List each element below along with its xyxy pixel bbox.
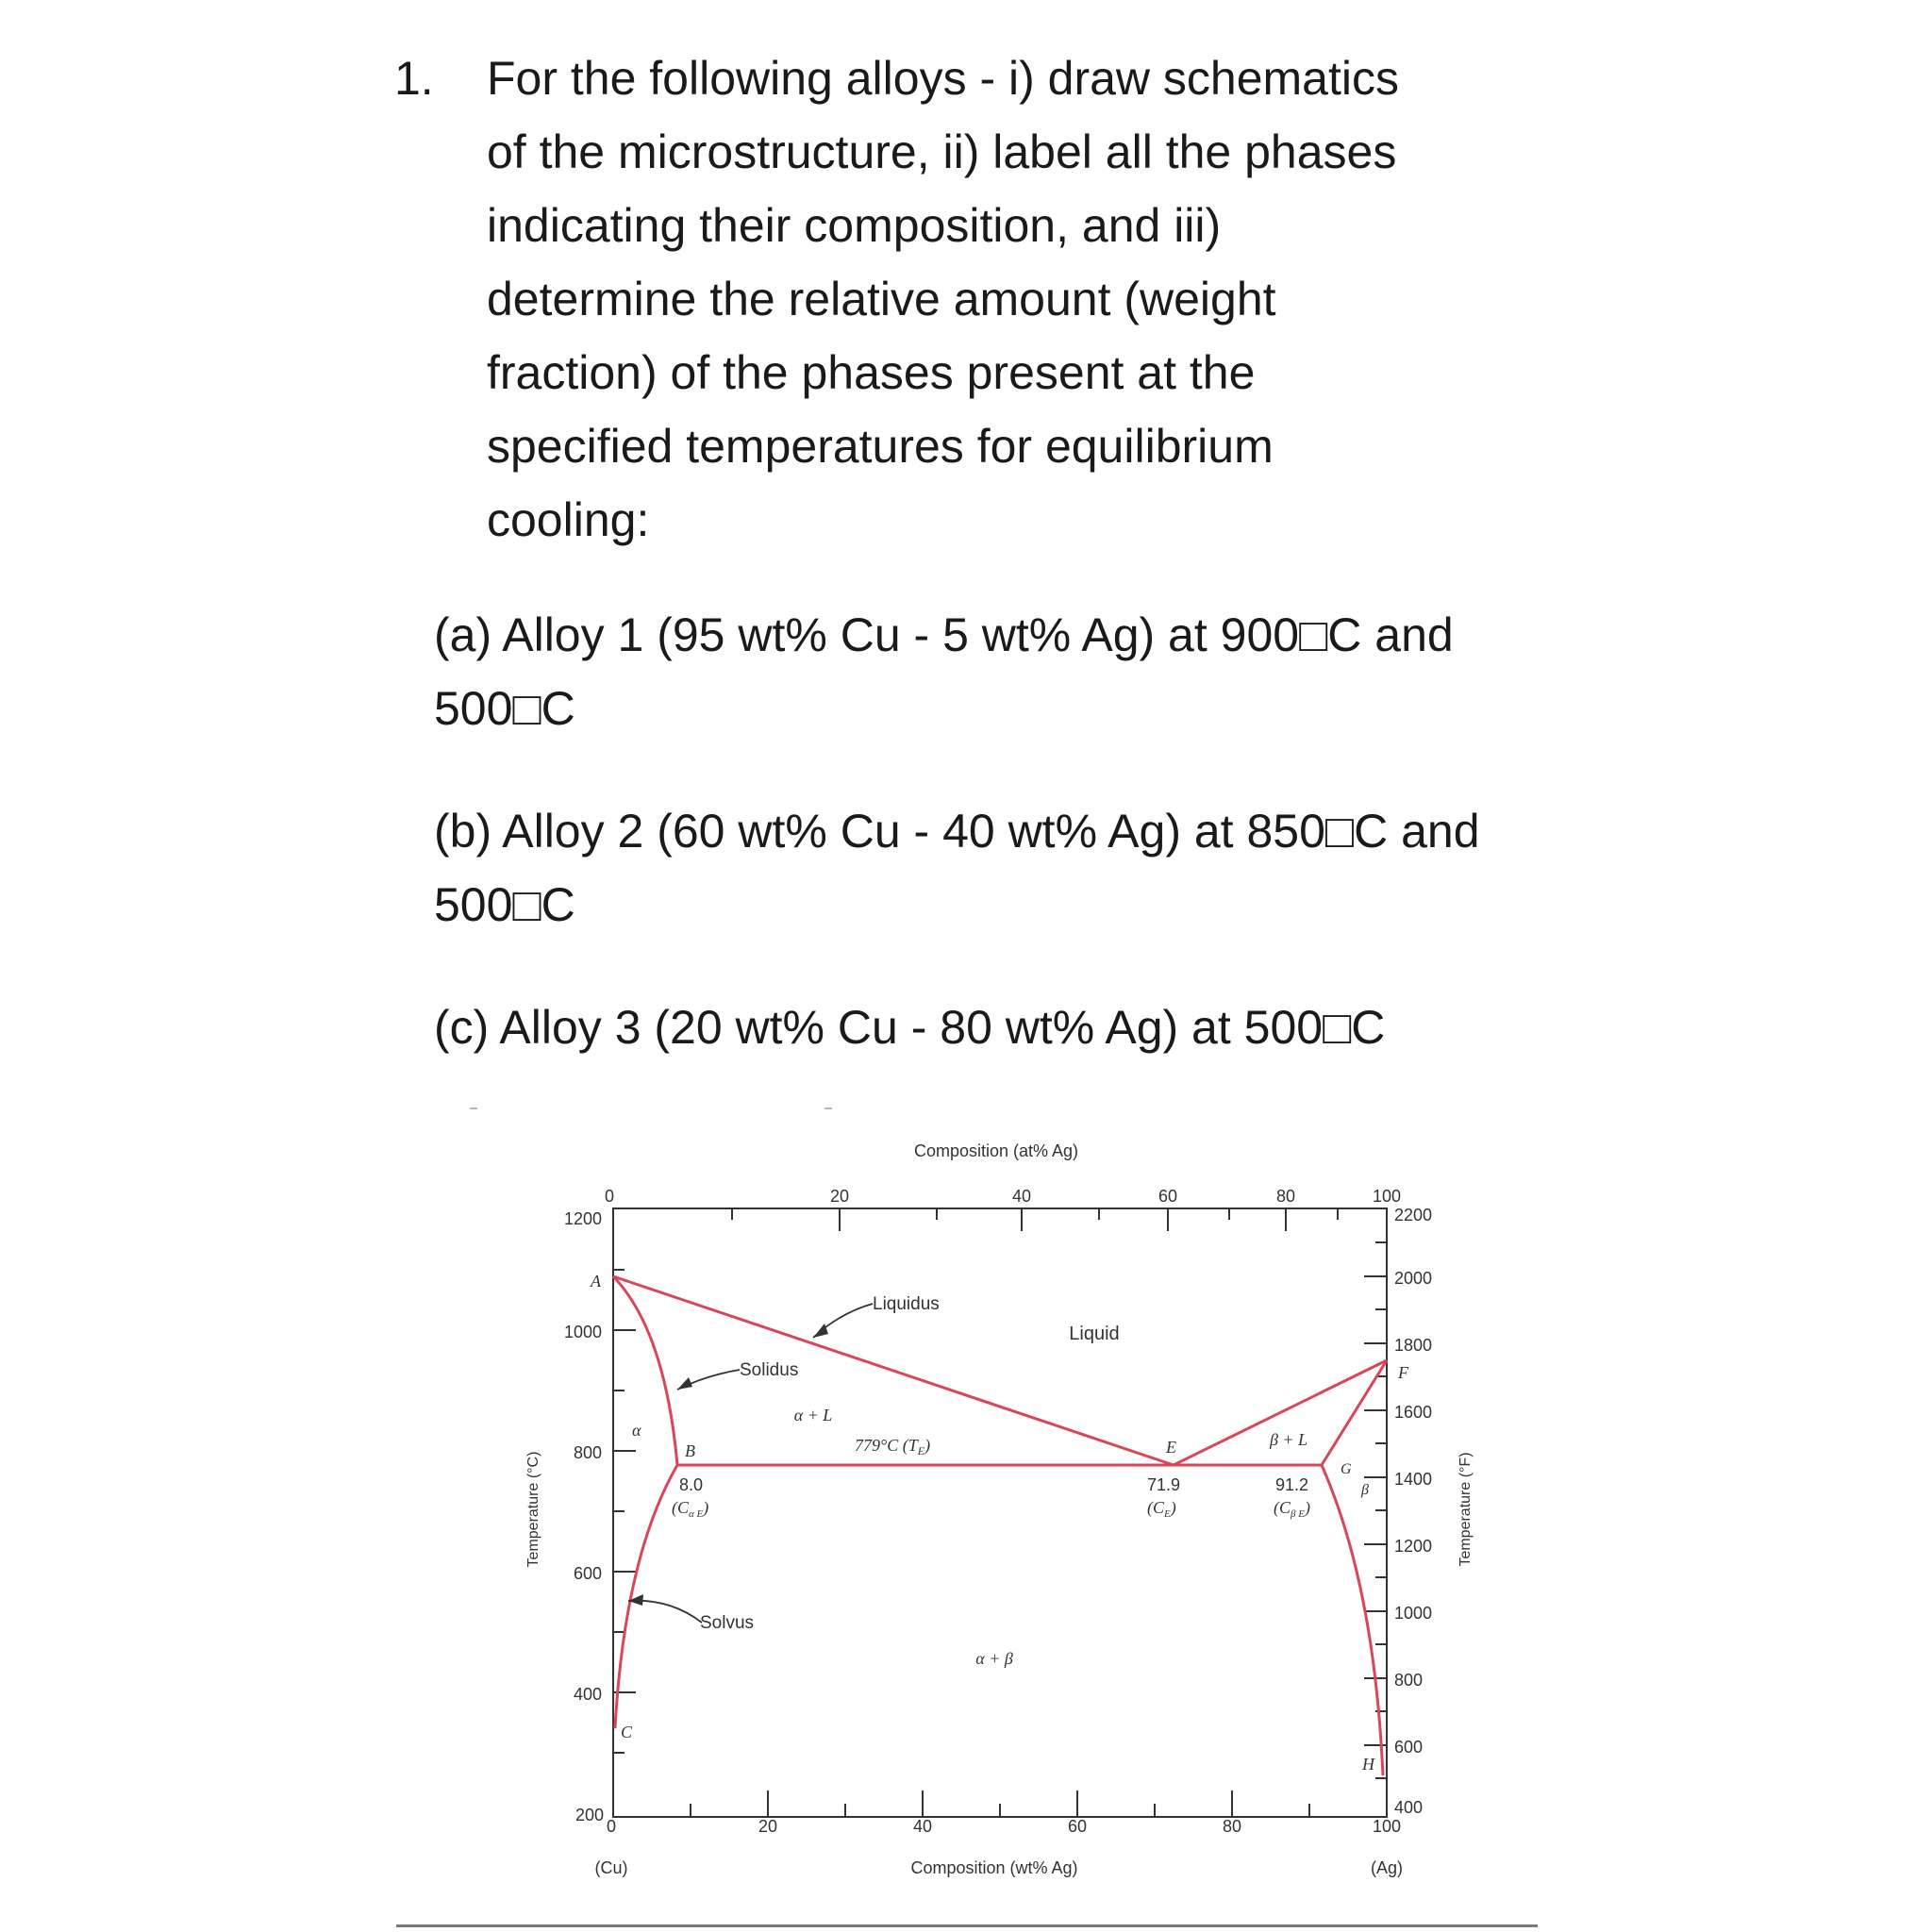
eutectic-temperature-text: 779°C (T — [855, 1436, 918, 1455]
bottom-divider — [396, 1924, 1538, 1927]
eutectic-temperature-label — [855, 1436, 930, 1457]
question-line: indicating their composition, and iii) — [487, 199, 1222, 252]
left-axis-title: Temperature (°C) — [525, 1451, 541, 1568]
question-line: of the microstructure, ii) label all the phases — [487, 125, 1397, 178]
liquidus-label: Liquidus — [873, 1294, 940, 1314]
bottom-tick-label: 100 — [1372, 1817, 1402, 1836]
eutectic-close-paren: ) — [924, 1436, 931, 1455]
top-tick-label: 80 — [1275, 1187, 1296, 1206]
right-tick-label: 1600 — [1394, 1403, 1433, 1422]
left-tick-label: 1200 — [563, 1209, 602, 1228]
phase-boundaries — [613, 1276, 1387, 1775]
silver-end-label: (Ag) — [1370, 1858, 1404, 1877]
top-tick-label: 20 — [829, 1187, 850, 1206]
right-tick-label: 1800 — [1394, 1336, 1433, 1355]
e-symbol-close: ) — [1170, 1498, 1176, 1517]
solvus-label: Solvus — [700, 1613, 755, 1633]
point-g-composition: 91.2 — [1275, 1475, 1309, 1494]
question-line: determine the relative amount (weight — [487, 273, 1276, 325]
g-symbol-text: (C — [1274, 1498, 1291, 1517]
part-b-line-1: (b) Alloy 2 (60 wt% Cu - 40 wt% Ag) at 850□C and — [434, 805, 1480, 858]
bottom-tick-label: 40 — [912, 1817, 933, 1836]
bottom-axis-title: Composition (wt% Ag) — [910, 1858, 1078, 1877]
point-e-symbol — [1147, 1498, 1176, 1520]
right-tick-label: 1000 — [1394, 1604, 1433, 1623]
bottom-tick-label: 80 — [1222, 1817, 1242, 1836]
left-tick-label: 200 — [575, 1806, 604, 1824]
bottom-tick-label: 60 — [1067, 1817, 1088, 1836]
top-tick-label: 100 — [1372, 1187, 1402, 1206]
bottom-tick-label: 20 — [758, 1817, 778, 1836]
solvus-right — [1322, 1465, 1383, 1775]
left-tick-label: 1000 — [563, 1323, 602, 1341]
right-tick-label: 800 — [1394, 1671, 1424, 1690]
point-g-label: G — [1341, 1461, 1352, 1477]
alpha-region-label: α — [632, 1421, 641, 1440]
point-h-label: H — [1362, 1755, 1374, 1774]
point-e-label: E — [1166, 1438, 1176, 1457]
top-tick-label: 0 — [604, 1187, 615, 1206]
point-f-label: F — [1398, 1363, 1408, 1382]
copper-end-label: (Cu) — [594, 1858, 628, 1877]
point-g-symbol — [1274, 1498, 1310, 1520]
left-tick-label: 600 — [573, 1564, 602, 1583]
alpha-beta-region-label: α + β — [975, 1649, 1013, 1668]
beta-liquid-region-label: β + L — [1269, 1430, 1308, 1449]
part-c-line-1: (c) Alloy 3 (20 wt% Cu - 80 wt% Ag) at 500□C — [434, 1001, 1386, 1054]
solvus-left — [615, 1465, 677, 1728]
right-tick-label: 1400 — [1394, 1470, 1433, 1489]
eutectic-subscript: E — [917, 1444, 925, 1457]
question-line: specified temperatures for equilibrium — [487, 420, 1274, 473]
point-b-label: B — [685, 1441, 695, 1460]
e-symbol-text: (C — [1147, 1498, 1164, 1517]
question-line: fraction) of the phases present at the — [487, 346, 1256, 399]
tick-marks — [613, 1208, 1387, 1817]
left-tick-label: 800 — [573, 1443, 602, 1462]
right-tick-label: 1200 — [1394, 1537, 1433, 1556]
question-line: cooling: — [487, 493, 650, 546]
right-tick-label: 600 — [1394, 1738, 1424, 1757]
part-b-line-2: 500□C — [434, 878, 575, 931]
right-axis-title: Temperature (°F) — [1457, 1452, 1474, 1567]
point-b-symbol — [672, 1498, 708, 1520]
solidus-arrowhead — [677, 1377, 692, 1390]
point-a-label: A — [591, 1272, 601, 1291]
left-tick-label: 400 — [573, 1685, 602, 1704]
bottom-tick-label: 0 — [606, 1817, 617, 1836]
right-tick-label: 2200 — [1394, 1206, 1433, 1224]
right-tick-label: 400 — [1394, 1798, 1424, 1817]
solidus-left — [613, 1276, 677, 1465]
part-a-line-2: 500□C — [434, 682, 575, 735]
point-e-composition: 71.9 — [1147, 1475, 1181, 1494]
point-c-label: C — [621, 1723, 633, 1741]
beta-region-label: β — [1361, 1482, 1369, 1498]
liquid-region-label: Liquid — [1069, 1324, 1120, 1344]
question-line: For the following alloys - i) draw schematics — [487, 52, 1399, 105]
part-a-line-1: (a) Alloy 1 (95 wt% Cu - 5 wt% Ag) at 900□C and — [434, 608, 1454, 661]
point-b-composition: 8.0 — [679, 1475, 704, 1494]
e-symbol-subscript: E — [1164, 1508, 1171, 1520]
plot-frame — [613, 1208, 1387, 1817]
top-tick-label: 40 — [1011, 1187, 1032, 1206]
top-tick-label: 60 — [1158, 1187, 1178, 1206]
alpha-liquid-region-label: α + L — [793, 1406, 833, 1424]
question-number: 1. — [394, 52, 434, 105]
b-symbol-subscript: α E — [689, 1508, 704, 1520]
liquidus-arrowhead — [813, 1324, 828, 1338]
top-axis-title: Composition (at% Ag) — [913, 1141, 1079, 1160]
g-symbol-close: ) — [1304, 1498, 1310, 1517]
g-symbol-subscript: β E — [1291, 1508, 1305, 1520]
right-tick-label: 2000 — [1394, 1269, 1433, 1288]
b-symbol-text: (C — [672, 1498, 689, 1517]
solidus-label: Solidus — [740, 1360, 799, 1380]
b-symbol-close: ) — [703, 1498, 709, 1517]
